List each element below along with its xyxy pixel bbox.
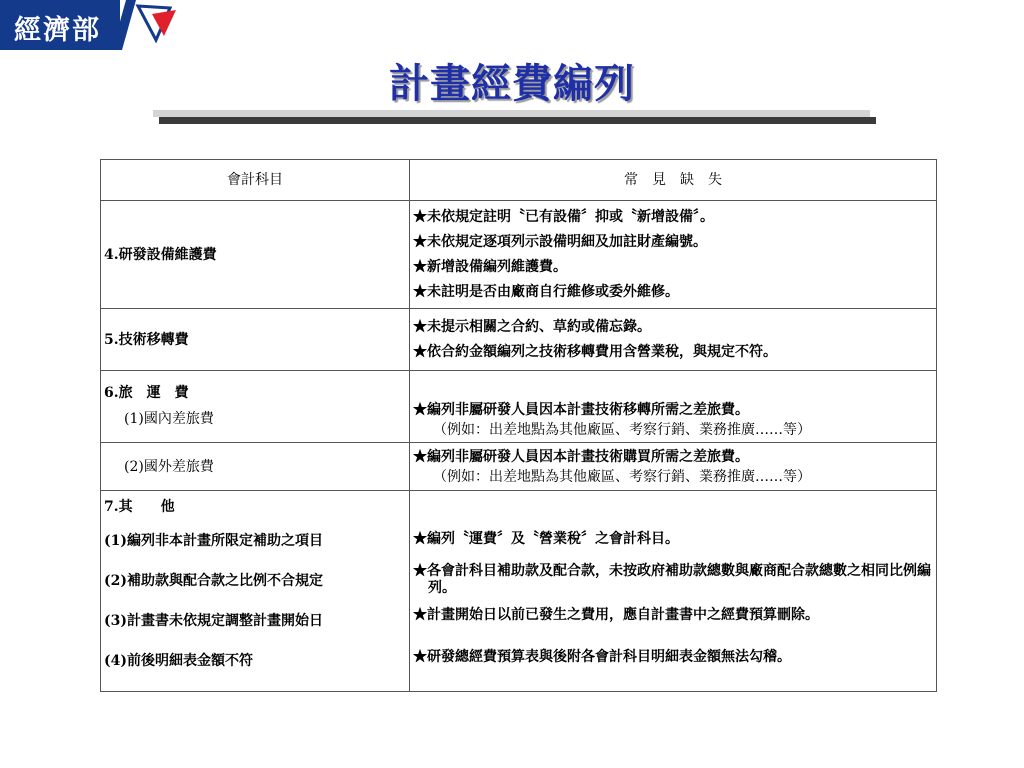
logo-slash-icon [116, 0, 186, 50]
account-subitem: (1)國內差旅費 [124, 410, 214, 427]
page-title: 計畫經費編列 [389, 61, 635, 107]
logo-band [0, 0, 120, 50]
account-cell [101, 443, 410, 491]
issue-line: ★新增設備編列維護費。 [413, 258, 567, 275]
issues-cell [410, 371, 937, 443]
issues-cell [410, 491, 937, 692]
account-item: 4.研發設備維護費 [104, 246, 217, 263]
issue-line: ★未註明是否由廠商自行維修或委外維修。 [413, 283, 679, 300]
account-subitem: (2)補助款與配合款之比例不合規定 [104, 573, 323, 589]
issue-line: ★依合約金額編列之技術移轉費用含營業稅，與規定不符。 [413, 343, 777, 360]
issue-line: ★未依規定逐項列示設備明細及加註財產編號。 [413, 233, 707, 250]
account-cell [101, 371, 410, 443]
header-account: 會計科目 [101, 160, 410, 201]
deficiency-table [100, 159, 937, 692]
table-row [101, 201, 937, 309]
issue-note: （例如：出差地點為其他廠區、考察行銷、業務推廣……等） [433, 468, 811, 485]
issue-note: （例如：出差地點為其他廠區、考察行銷、業務推廣……等） [433, 422, 811, 438]
issues-cell [410, 309, 937, 371]
account-item: 7.其 他 [104, 499, 175, 515]
account-item: 6.旅 運 費 [104, 384, 189, 401]
account-cell [101, 491, 410, 692]
issue-line: ★未提示相關之合約、草約或備忘錄。 [413, 318, 651, 335]
issue-line: ★研發總經費預算表與後附各會計科目明細表金額無法勾稽。 [413, 649, 791, 665]
title-rule-dark [159, 117, 876, 124]
account-cell [101, 201, 410, 309]
account-subitem: (4)前後明細表金額不符 [104, 653, 253, 669]
issue-line: ★編列〝運費〞及〝營業稅〞之會計科目。 [413, 531, 679, 547]
account-item: 5.技術移轉費 [104, 331, 189, 348]
issues-cell [410, 201, 937, 309]
logo-text: 經濟部 [14, 15, 101, 46]
table-row [101, 443, 937, 491]
title-rule-light [153, 110, 870, 117]
issue-line: ★未依規定註明〝已有設備〞抑或〝新增設備〞。 [413, 208, 714, 225]
table-row [101, 309, 937, 371]
header-deficiencies: 常 見 缺 失 [410, 160, 937, 201]
issue-line: ★各會計科目補助款及配合款，未按政府補助款總數與廠商配合款總數之相同比例編列。 [413, 563, 931, 596]
table-header-row [101, 160, 937, 201]
account-subitem: (2)國外差旅費 [124, 458, 214, 475]
issue-line: ★計畫開始日以前已發生之費用，應自計畫書中之經費預算刪除。 [413, 607, 819, 623]
issue-line: ★編列非屬研發人員因本計畫技術移轉所需之差旅費。 [413, 402, 749, 418]
issue-line: ★編列非屬研發人員因本計畫技術購買所需之差旅費。 [413, 448, 749, 465]
account-subitem: (1)編列非本計畫所限定補助之項目 [104, 533, 323, 549]
issues-cell [410, 443, 937, 491]
table-row [101, 371, 937, 443]
table-row [101, 491, 937, 692]
account-subitem: (3)計畫書未依規定調整計畫開始日 [104, 613, 323, 629]
account-cell [101, 309, 410, 371]
